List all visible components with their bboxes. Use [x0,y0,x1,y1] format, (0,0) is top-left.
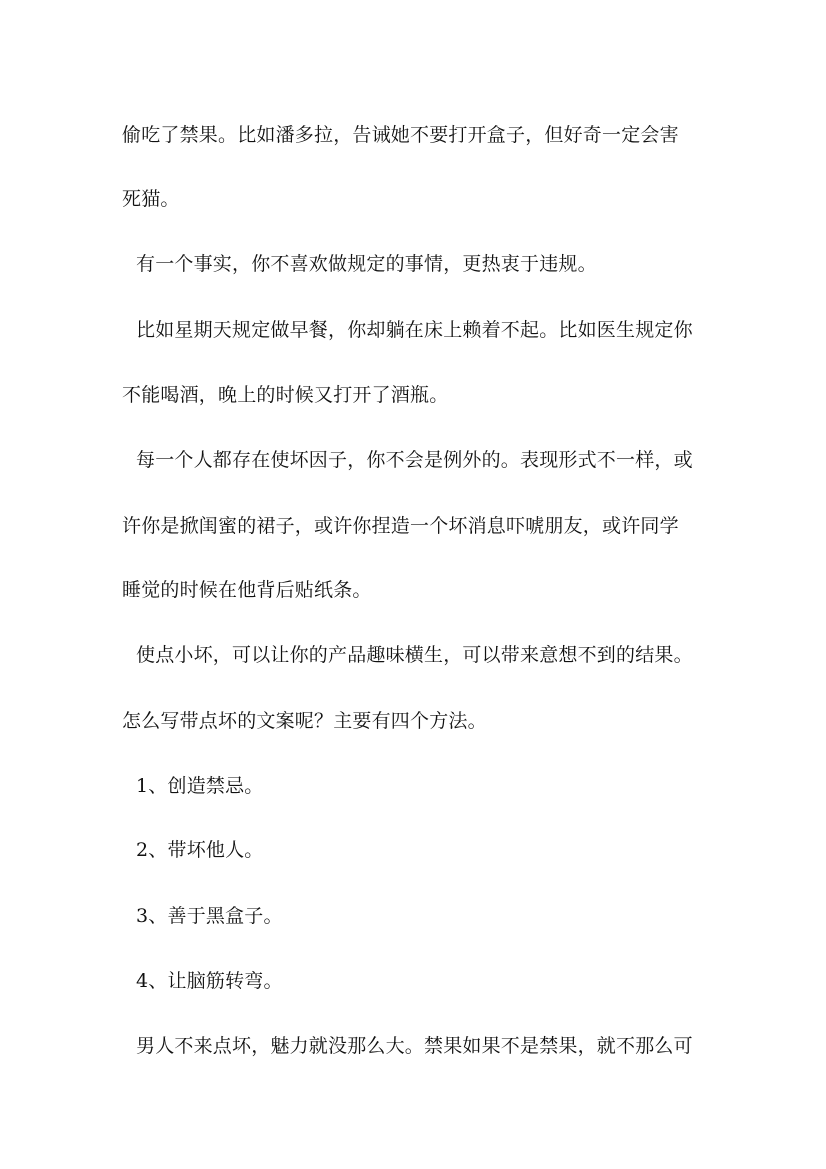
text-line-5: 不能喝酒，晚上的时候又打开了酒瓶。 [122,384,449,406]
text-line-8: 睡觉的时候在他背后贴纸条。 [122,579,372,601]
text-line-3: 有一个事实，你不喜欢做规定的事情，更热衷于违规。 [136,253,597,275]
text-line-9: 使点小坏，可以让你的产品趣味横生，可以带来意想不到的结果。 [136,644,693,666]
text-line-15: 男人不来点坏，魅力就没那么大。禁果如果不是禁果，就不那么可 [136,1035,693,1057]
text-line-6: 每一个人都存在使坏因子，你不会是例外的。表现形式不一样，或 [136,449,693,471]
list-item-3: 3、善于黑盒子。 [136,905,283,927]
text-line-2: 死猫。 [122,188,180,210]
text-line-1: 偷吃了禁果。比如潘多拉，告诫她不要打开盒子，但好奇一定会害 [122,124,679,146]
list-item-1: 1、创造禁忌。 [136,775,264,797]
list-item-4: 4、让脑筋转弯。 [136,970,283,992]
text-line-10: 怎么写带点坏的文案呢？主要有四个方法。 [122,710,487,732]
text-line-4: 比如星期天规定做早餐，你却躺在床上赖着不起。比如医生规定你 [136,319,693,341]
text-line-7: 许你是掀闺蜜的裙子，或许你捏造一个坏消息吓唬朋友，或许同学 [122,515,679,537]
list-item-2: 2、带坏他人。 [136,839,264,861]
